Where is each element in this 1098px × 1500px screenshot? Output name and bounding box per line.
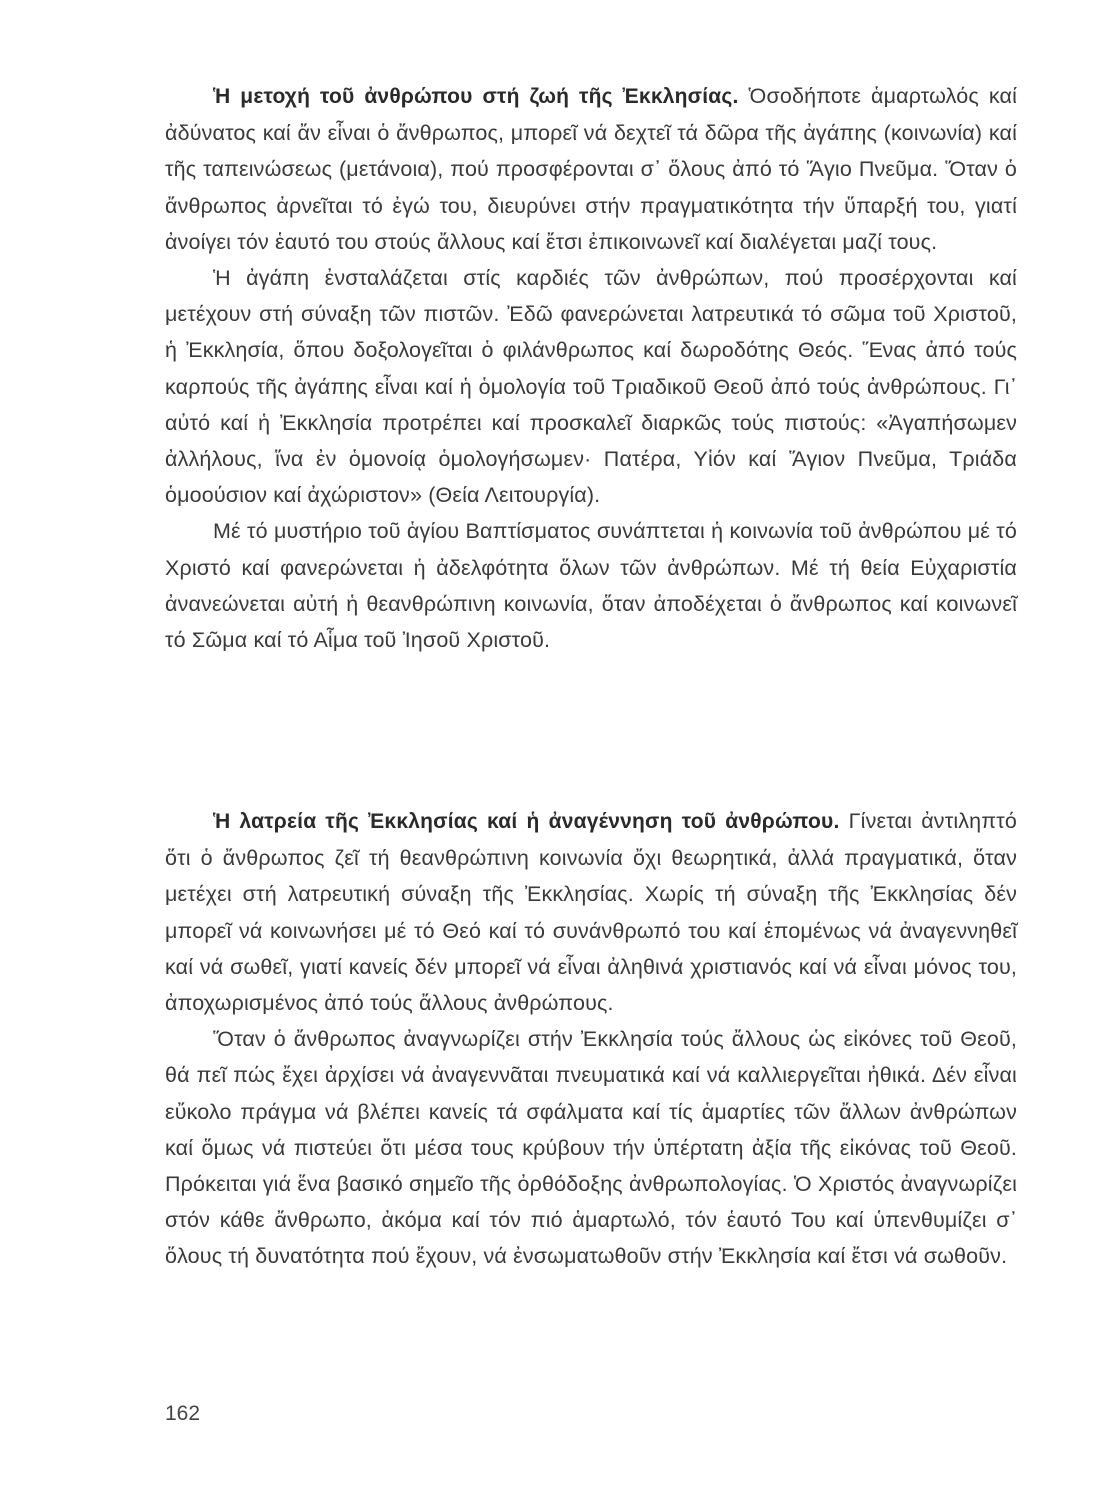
section1-paragraph-1: [165, 78, 1017, 260]
page-number: 162: [165, 1402, 201, 1425]
section1-paragraph-2: Ἡ ἀγάπη ἐνσταλάζεται στίς καρδιές τῶν ἀνθρώπων, πού προσέρχονται καί μετέχουν στή σύναξη τῶν πιστῶν. Ἐδῶ φανερώνεται λατρευτικά τό σῶμα τοῦ Χριστοῦ, ἡ Ἐκκλησία, ὅπου δοξολογεῖται ὁ φιλάνθρωπος καί δωροδότης Θεός. Ἕνας ἀπό τούς καρπούς τῆς ἀγάπης εἶναι καί ἡ ὁμολογία τοῦ Τριαδικοῦ Θεοῦ ἀπό τούς ἀνθρώπους. Γι᾽ αὐτό καί ἡ Ἐκκλησία προτρέπει καί προσκαλεῖ διαρκῶς τούς πιστούς: «Ἀγαπήσωμεν ἀλλήλους, ἵνα ἐν ὁμονοίᾳ ὁμολογήσωμεν· Πατέρα, Υἱόν καί Ἅγιον Πνεῦμα, Τριάδα ὁμοούσιον καί ἀχώριστον» (Θεία Λειτουργία).: [165, 266, 1017, 508]
section2-paragraph-1-text: Γίνεται ἀντιληπτό ὅτι ὁ ἄνθρωπος ζεῖ τή θεανθρώπινη κοινωνία ὄχι θεωρητικά, ἀλλά πραγματικά, ὅταν μετέχει στή λατρευτική σύναξη τῆς Ἐκκλησίας. Χωρίς τή σύναξη τῆς Ἐκκλησίας δέν μπορεῖ νά κοινωνήσει μέ τό Θεό καί τό συνάνθρωπό του καί ἑπομένως νά ἀναγεννηθεῖ καί νά σωθεῖ, γιατί κανείς δέν μπορεῖ νά εἶναι ἀληθινά χριστιανός καί νά εἶναι μόνος του, ἀποχωρισμένος ἀπό τούς ἄλλους ἀνθρώπους.: [165, 809, 1018, 1016]
section1-paragraph-3: Μέ τό μυστήριο τοῦ ἁγίου Βαπτίσματος συνάπτεται ἡ κοινωνία τοῦ ἀνθρώπου μέ τό Χριστό καί φανερώνεται ἡ ἀδελφότητα ὅλων τῶν ἀνθρώπων. Μέ τή θεία Εὐχαριστία ἀνανεώνεται αὐτή ἡ θεανθρώπινη κοινωνία, ὅταν ἀποδέχεται ὁ ἄνθρωπος καί κοινωνεῖ τό Σῶμα καί τό Αἷμα τοῦ Ἰησοῦ Χριστοῦ.: [165, 519, 1017, 653]
section1-paragraph-1-text: Ὁσοδήποτε ἁμαρτωλός καί ἀδύνατος καί ἄν εἶναι ὁ ἄνθρωπος, μπορεῖ νά δεχτεῖ τά δῶρα τῆς ἀγάπης (κοινωνία) καί τῆς ταπεινώσεως (μετάνοια), πού προσφέρονται σ᾽ ὅλους ἀπό τό Ἅγιο Πνεῦμα. Ὅταν ὁ ἄνθρωπος ἀρνεῖται τό ἐγώ του, διευρύνει στήν πραγματικότητα τήν ὕπαρξή του, γιατί ἀνοίγει τόν ἑαυτό του στούς ἄλλους καί ἔτσι ἐπικοινωνεῖ καί διαλέγεται μαζί τους.: [165, 84, 1017, 254]
section2-paragraph-1: [165, 803, 1017, 1021]
section-participation: [165, 78, 1017, 658]
section-worship: [165, 803, 1017, 1275]
section2-heading: Ἡ λατρεία τῆς Ἐκκλησίας καί ἡ ἀναγέννηση τοῦ ἀνθρώπου.: [213, 810, 840, 833]
section1-heading: Ἡ μετοχή τοῦ ἀνθρώπου στή ζωή τῆς Ἐκκλησίας.: [213, 85, 739, 108]
section2-paragraph-2: Ὅταν ὁ ἄνθρωπος ἀναγνωρίζει στήν Ἐκκλησία τούς ἄλλους ὡς εἰκόνες τοῦ Θεοῦ, θά πεῖ πώς ἔχει ἀρχίσει νά ἀναγεννᾶται πνευματικά καί νά καλλιεργεῖται ἠθικά. Δέν εἶναι εὔκολο πράγμα νά βλέπει κανείς τά σφάλματα καί τίς ἁμαρτίες τῶν ἄλλων ἀνθρώπων καί ὅμως νά πιστεύει ὅτι μέσα τους κρύβουν τήν ὑπέρτατη ἀξία τῆς εἰκόνας τοῦ Θεοῦ. Πρόκειται γιά ἕνα βασικό σημεῖο τῆς ὀρθόδοξης ἀνθρωπολογίας. Ὁ Χριστός ἀναγνωρίζει στόν κάθε ἄνθρωπο, ἀκόμα καί τόν πιό ἁμαρτωλό, τόν ἑαυτό Του καί ὑπενθυμίζει σ᾽ ὅλους τή δυνατότητα πού ἔχουν, νά ἐνσωματωθοῦν στήν Ἐκκλησία καί ἔτσι νά σωθοῦν.: [165, 1027, 1017, 1269]
